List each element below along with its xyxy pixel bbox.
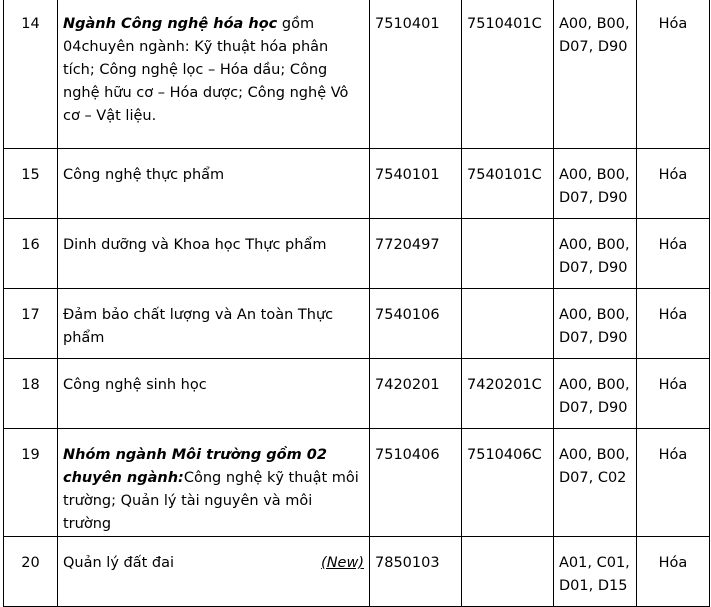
main-subject: Hóa (637, 537, 710, 607)
table-row (4, 429, 710, 537)
row-number: 17 (4, 289, 58, 359)
main-subject: Hóa (637, 0, 710, 149)
program-code-clc: 7540101C (462, 149, 554, 219)
main-subject: Hóa (637, 359, 710, 429)
program-code-clc: 7420201C (462, 359, 554, 429)
program-name (58, 429, 370, 537)
program-name-text: Đảm bảo chất lượng và An toàn Thực phẩm (63, 307, 334, 346)
program-name-text: Công nghệ kỹ thuật môi trường; Quản lý tài nguyên và môi trường (63, 470, 359, 532)
program-code-clc (462, 219, 554, 289)
subject-blocks: A00, B00, D07, D90 (554, 0, 637, 149)
program-code: 7540101 (370, 149, 462, 219)
main-subject: Hóa (637, 219, 710, 289)
subject-blocks: A00, B00, D07, D90 (554, 359, 637, 429)
table-row (4, 0, 710, 149)
subject-blocks: A00, B00, D07, D90 (554, 289, 637, 359)
program-name (58, 537, 370, 607)
row-number: 18 (4, 359, 58, 429)
program-name (58, 149, 370, 219)
main-subject: Hóa (637, 289, 710, 359)
table-row (4, 219, 710, 289)
program-code: 7850103 (370, 537, 462, 607)
program-code: 7420201 (370, 359, 462, 429)
program-name-text: gồm 04chuyên ngành: Kỹ thuật hóa phân tích; Công nghệ lọc – Hóa dầu; Công nghệ hữu cơ – Hóa dược; Công nghệ Vô cơ – Vật liệu. (63, 16, 349, 124)
program-code-clc (462, 537, 554, 607)
program-code: 7510401 (370, 0, 462, 149)
program-name-title: Ngành Công nghệ hóa học (63, 16, 278, 32)
program-code-clc: 7510401C (462, 0, 554, 149)
program-table (3, 0, 710, 607)
row-number: 15 (4, 149, 58, 219)
row-number: 14 (4, 0, 58, 149)
program-name (58, 0, 370, 149)
program-name-text: Công nghệ thực phẩm (63, 167, 225, 183)
table-row (4, 289, 710, 359)
program-name-title: Nhóm ngành Môi trường gồm 02 chuyên ngành: (63, 447, 327, 486)
table-row (4, 537, 710, 607)
program-code: 7540106 (370, 289, 462, 359)
program-code: 7510406 (370, 429, 462, 537)
subject-blocks: A00, B00, D07, D90 (554, 219, 637, 289)
program-name (58, 219, 370, 289)
table-row (4, 149, 710, 219)
subject-blocks: A01, C01, D01, D15 (554, 537, 637, 607)
program-name-text: Dinh dưỡng và Khoa học Thực phẩm (63, 237, 327, 253)
row-number: 20 (4, 537, 58, 607)
program-code: 7720497 (370, 219, 462, 289)
row-number: 19 (4, 429, 58, 537)
table-row (4, 359, 710, 429)
program-name (58, 359, 370, 429)
program-code-clc (462, 289, 554, 359)
program-name-text: Quản lý đất đai (63, 555, 175, 571)
program-code-clc: 7510406C (462, 429, 554, 537)
row-number: 16 (4, 219, 58, 289)
program-name (58, 289, 370, 359)
main-subject: Hóa (637, 429, 710, 537)
subject-blocks: A00, B00, D07, D90 (554, 149, 637, 219)
program-name-text: Công nghệ sinh học (63, 377, 207, 393)
main-subject: Hóa (637, 149, 710, 219)
subject-blocks: A00, B00, D07, C02 (554, 429, 637, 537)
new-badge: (New) (321, 555, 364, 571)
